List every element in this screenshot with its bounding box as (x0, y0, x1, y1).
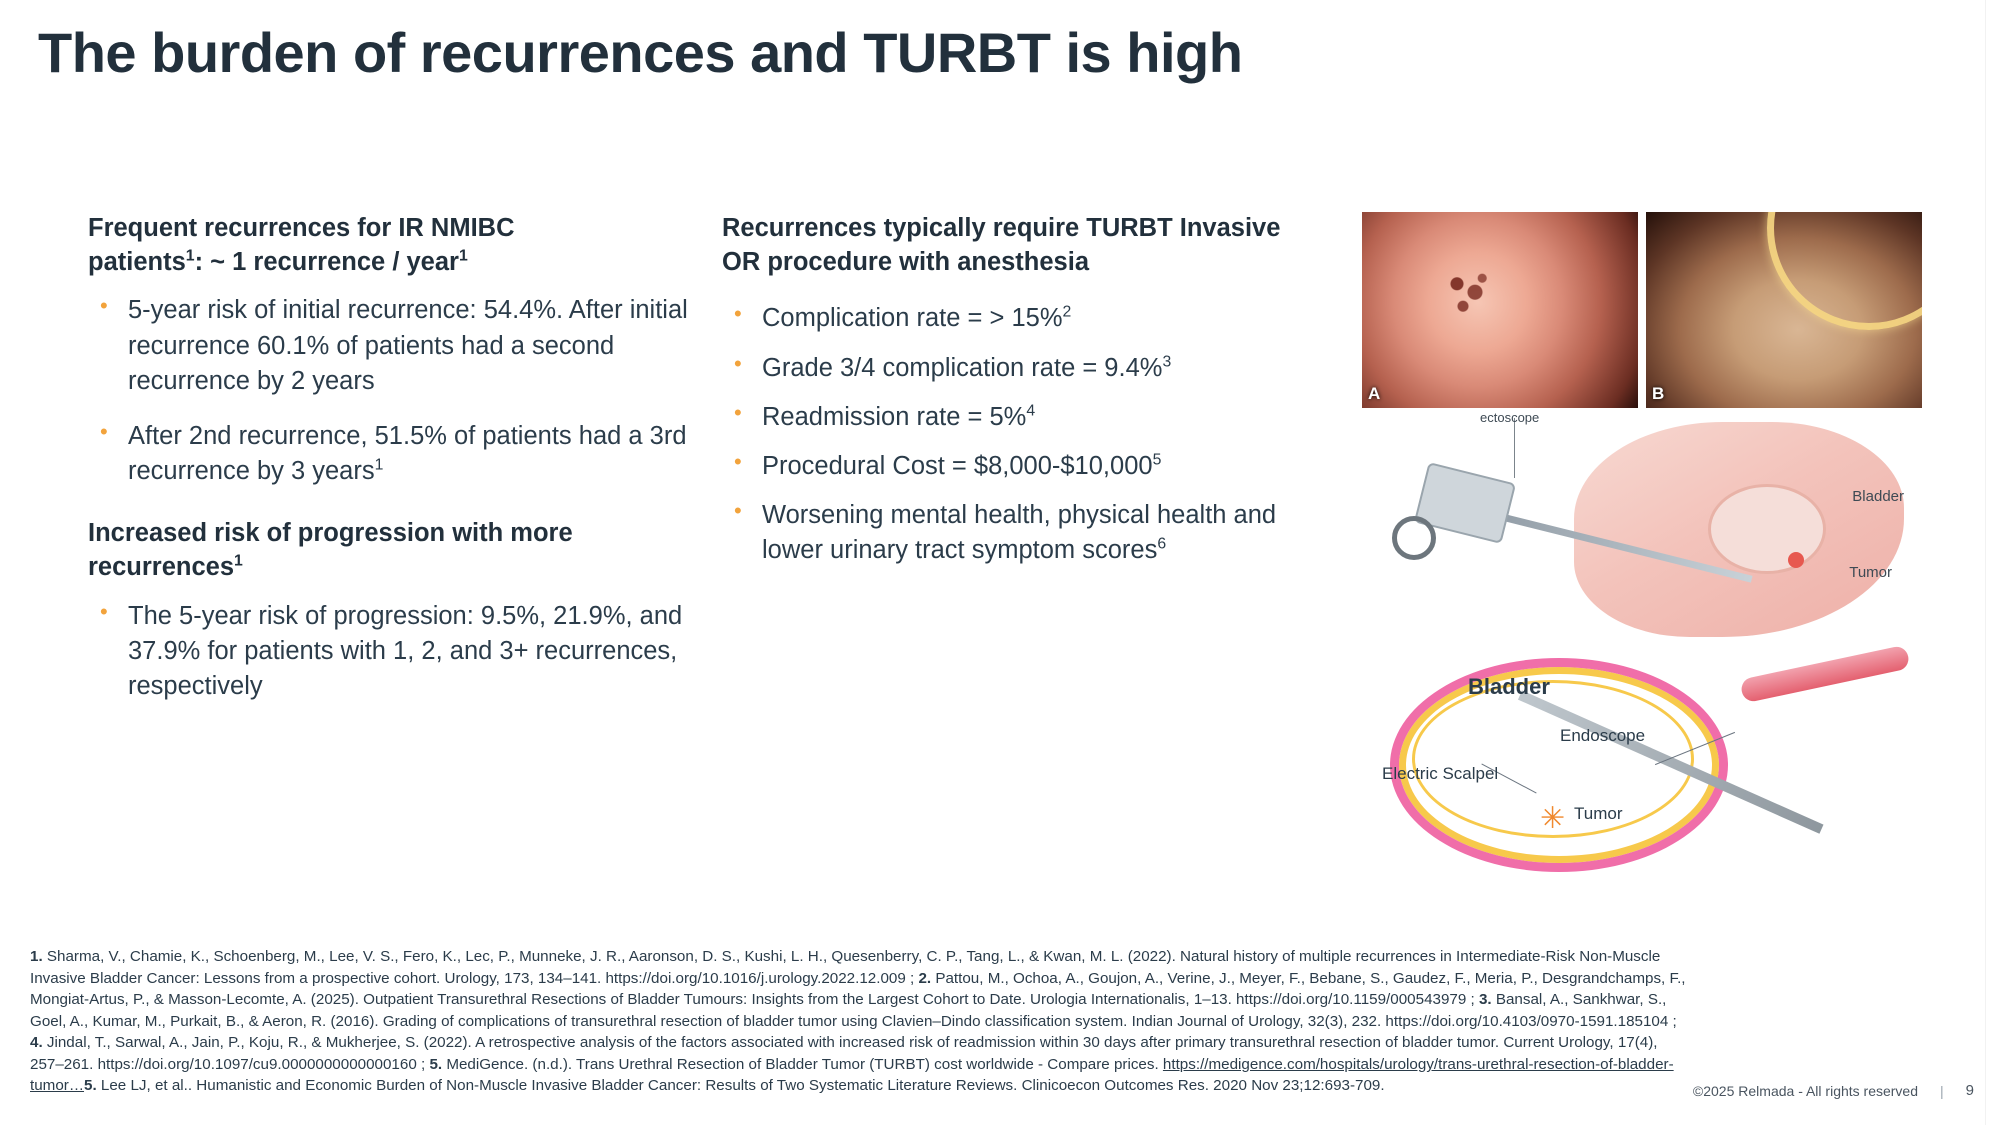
cystoscopy-photo-a (1362, 212, 1638, 408)
bullet-superscript: 5 (1152, 451, 1162, 469)
bladder-diagram (1370, 654, 1910, 859)
reference-text-4: Jindal, T., Sarwal, A., Jain, P., Koju, R., & Mukherjee, S. (2022). A retrospective analysis of the factors associated with increased risk of readmission within 30 days after primary transurethral resection of bladder tumor. Current Urology, 17(4), 257–261. https://doi.org/10.1097/cu9.0000000000000160 ; (30, 1034, 1658, 1073)
list-item (88, 599, 688, 705)
list-item (722, 400, 1322, 435)
bullet-list-progression (88, 599, 688, 705)
heading-line2: patients (88, 247, 186, 276)
cystoscopy-photo-b (1646, 212, 1922, 408)
bullet-list-recurrences (88, 293, 688, 489)
resectoscope-handle-ring (1392, 516, 1436, 560)
list-item (88, 293, 688, 399)
list-item (722, 351, 1322, 386)
slide-footer (1693, 1082, 1974, 1099)
column-images (1362, 212, 1922, 859)
anatomy-illustration (1362, 412, 1922, 642)
reference-text-1: Sharma, V., Chamie, K., Schoenberg, M., Lee, V. S., Fero, K., Lec, P., Munneke, J. R., Aaronson, D. S., Kushi, L. H., Quesenberry, C. P., Tang, L., & Kwan, M. L. (2022). Natural history of multiple recurrences in Intermediate-Risk Non-Muscle Invasive Bladder Cancer: Lessons from a prospective cohort. Urology, 173, 134–141. https://doi.org/10.1016/j.urology.2022.12.009 ; (30, 948, 1661, 987)
cystoscopy-image-b (1646, 212, 1922, 408)
copyright-text: ©2025 Relmada - All rights reserved (1692, 1082, 1919, 1099)
diagram-label-bladder: Bladder (1468, 674, 1550, 699)
diagram-vessel (1739, 645, 1910, 704)
bullet-list-turbt (722, 301, 1322, 568)
page-number: 9 (1965, 1082, 1974, 1099)
list-item (722, 301, 1322, 336)
reference-number-2: 2. (918, 969, 932, 987)
slide-right-edge (1985, 0, 2000, 1125)
heading-line2b: : ~ 1 recurrence / year (194, 247, 459, 276)
list-item (722, 498, 1322, 568)
references-block (30, 946, 1692, 1097)
anatomy-label-bladder: Bladder (1852, 488, 1904, 505)
heading-progression-risk (88, 517, 688, 584)
heading-superscript-1: 1 (185, 247, 195, 265)
bullet-text: Readmission rate = 5% (762, 402, 1027, 431)
list-item (88, 419, 688, 489)
heading-turbt-procedure: Recurrences typically require TURBT Invasive OR procedure with anesthesia (722, 214, 1281, 276)
bullet-superscript: 1 (374, 456, 384, 474)
bullet-superscript: 3 (1162, 353, 1172, 370)
reference-text-5: MediGence. (n.d.). Trans Urethral Resection of Bladder Tumor (TURBT) cost worldwide - Compare prices. (442, 1055, 1163, 1073)
diagram-tumor-icon: ✳ (1540, 802, 1566, 835)
bullet-superscript: 4 (1026, 402, 1036, 420)
anatomy-label-resectoscope: ectoscope (1480, 412, 1540, 425)
heading-progression-superscript: 1 (234, 552, 243, 570)
bullet-text: Grade 3/4 complication rate = 9.4% (762, 353, 1163, 382)
bullet-text: Complication rate = > 15% (762, 304, 1063, 333)
anatomy-label-tumor: Tumor (1849, 564, 1892, 581)
reference-link-medigence[interactable]: https://medigence.com/hospitals/urology/trans-urethral-resection-of-bladder-tumor… (30, 1055, 1674, 1095)
reference-number-3: 3. (1478, 991, 1492, 1009)
cystoscopy-label-b: B (1652, 384, 1665, 403)
reference-number-5: 5. (429, 1055, 443, 1073)
cystoscopy-label-a: A (1368, 384, 1381, 403)
footer-separator: | (1940, 1082, 1944, 1099)
anatomy-leader-line (1514, 418, 1515, 478)
reference-number-4: 4. (30, 1034, 43, 1052)
reference-text-3: Bansal, A., Sankhwar, S., Goel, A., Kumar, M., Purkait, B., & Aeron, R. (2016). Grading of complications of transurethral resection of bladder tumor using Clavien–Dindo classification system. Indian Journal of Urology, 32(3), 232. https://doi.org/10.4103/0970-1591.185104 ; (30, 991, 1677, 1030)
page-title: The burden of recurrences and TURBT is high (38, 21, 1243, 84)
reference-number-1: 1. (30, 948, 43, 965)
heading-progression-text: Increased risk of progression with more recurrences (88, 519, 573, 581)
heading-frequent-recurrences (88, 212, 688, 279)
bladder-shape (1708, 484, 1826, 574)
column-middle (722, 212, 1322, 568)
list-item (722, 449, 1322, 484)
diagram-label-endoscope: Endoscope (1560, 726, 1646, 745)
bullet-text: 5-year risk of initial recurrence: 54.4%. After initial recurrence 60.1% of patients had a second recurrence by 2 years (128, 296, 688, 395)
diagram-label-tumor: Tumor (1574, 804, 1623, 823)
reference-text-6: Lee LJ, et al.. Humanistic and Economic Burden of Non-Muscle Invasive Bladder Cancer: Results of Two Systematic Literature Reviews. Clinicoecon Outcomes Res. 2020 Nov 23;12:693-709. (96, 1077, 1385, 1095)
heading-superscript-2: 1 (458, 247, 468, 265)
reference-text-2: Pattou, M., Ochoa, A., Goujon, A., Verine, J., Meyer, F., Bebane, S., Gaudez, F., Meria, P., Desgrandchamps, F., Mongiat-Artus, P., & Masson-Lecomte, A. (2025). Outpatient Transurethral Resections of Bladder Tumours: Insights from the Largest Cohort to Date. Urologia Internationalis, 1–13. https://doi.org/10.1159/000543979 ; (30, 969, 1686, 1009)
reference-number-6: 5. (84, 1077, 97, 1095)
column-left (88, 212, 688, 704)
cystoscopy-image-row (1362, 212, 1922, 408)
diagram-label-scalpel: Electric Scalpel (1382, 764, 1499, 783)
tumor-marker (1788, 552, 1804, 568)
bullet-superscript: 2 (1062, 303, 1072, 321)
heading-line1: Frequent recurrences for IR NMIBC (88, 214, 515, 242)
bullet-text: After 2nd recurrence, 51.5% of patients had a 3rd recurrence by 3 years (128, 421, 687, 486)
cystoscopy-image-a (1362, 212, 1638, 408)
bullet-superscript: 6 (1157, 535, 1167, 553)
bullet-text: The 5-year risk of progression: 9.5%, 21.9%, and 37.9% for patients with 1, 2, and 3+ recurrences, respectively (128, 601, 683, 700)
bullet-text: Worsening mental health, physical health and lower urinary tract symptom scores (762, 501, 1277, 565)
bullet-text: Procedural Cost = $8,000-$10,000 (762, 451, 1153, 480)
